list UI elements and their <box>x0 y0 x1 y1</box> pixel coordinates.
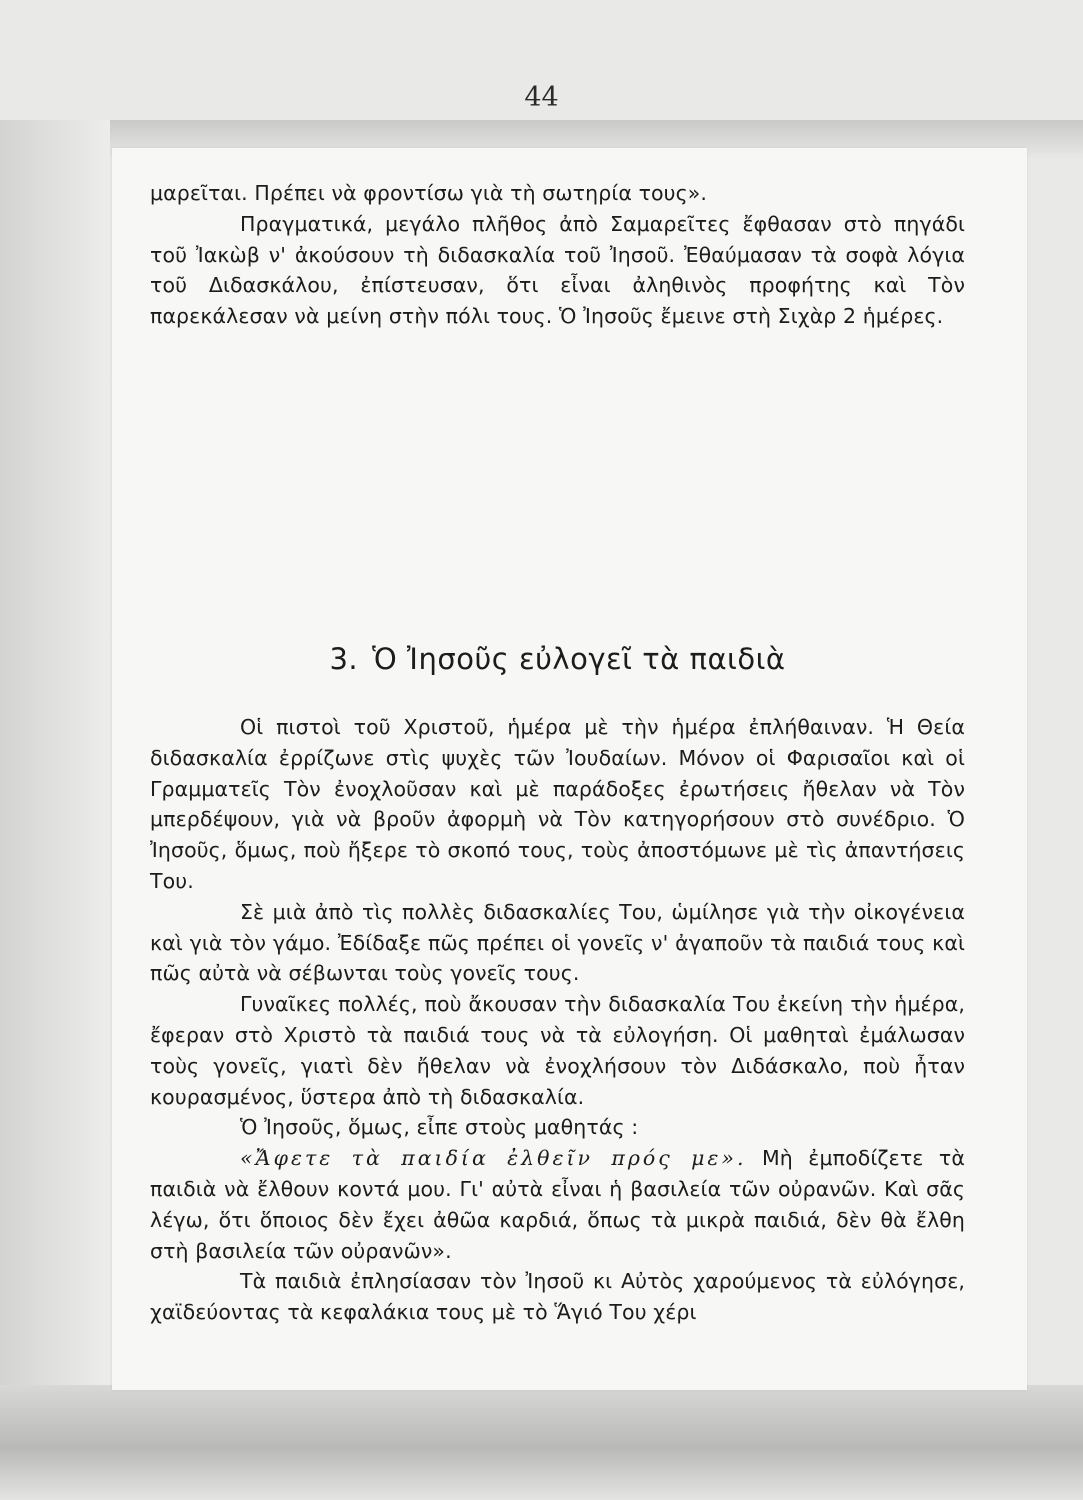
paragraph: Πραγματικά, μεγάλο πλῆθος ἀπὸ Σαμαρεῖτες ἔφθασαν στὸ πηγάδι τοῦ Ἰακὼβ ν' ἀκούσουν τὴ διδασκαλία τοῦ Ἰησοῦ. Ἐθαύμασαν τὰ σοφὰ λόγια τοῦ Διδασκάλου, ἐπίστευσαν, ὅτι εἶναι ἀληθινὸς προφήτης καὶ Τὸν παρεκάλεσαν νὰ μείνη στὴν πόλι τους. Ὁ Ἰησοῦς ἔμεινε στὴ Σιχὰρ 2 ἡμέρες. <box>150 211 965 329</box>
paragraph: Ὁ Ἰησοῦς, ὅμως, εἶπε στοὺς μαθητάς : <box>240 1115 639 1140</box>
scan-shadow-left <box>0 120 110 1440</box>
paragraph: Οἱ πιστοὶ τοῦ Χριστοῦ, ἡμέρα μὲ τὴν ἡμέρα ἐπλήθαιναν. Ἡ Θεία διδασκαλία ἐρρίζωνε στὶς ψυχὲς τῶν Ἰουδαίων. Μόνον οἱ Φαρισαῖοι καὶ οἱ Γραμματεῖς Τὸν ἐνοχλοῦσαν καὶ μὲ παράδοξες ἐρωτήσεις ἤθελαν νὰ Τὸν μπερδέψουν, γιὰ νὰ βροῦν ἀφορμὴ νὰ Τὸν κατηγορήσουν στὸ συνέδριο. Ὁ Ἰησοῦς, ὅμως, ποὺ ἤξερε τὸ σκοπό τους, τοὺς ἀποστόμωνε μὲ τὶς ἀπαντήσεις Του. <box>150 715 965 893</box>
section-heading <box>150 642 965 676</box>
paragraph: Σὲ μιὰ ἀπὸ τὶς πολλὲς διδασκαλίες Του, ὡμίλησε γιὰ τὴν οἰκογένεια καὶ γιὰ τὸν γάμο. Ἐδίδαξε πῶς πρέπει οἱ γονεῖς ν' ἀγαποῦν τὰ παιδιά τους καὶ πῶς αὐτὰ νὰ σέβωνται τοὺς γονεῖς τους. <box>150 899 965 986</box>
paragraph-text: Μὴ ἐμποδίζετε τὰ παιδιὰ νὰ ἔλθουν κοντά μου. Γι' αὐτὰ εἶναι ἡ βασιλεία τῶν οὐρανῶν. Καὶ σᾶς λέγω, ὅτι ὅποιος δὲν ἔχει ἀθῶα καρδιά, ὅπως τὰ μικρὰ παιδιά, δὲν θὰ ἔλθη στὴ βασιλεία τῶν οὐρανῶν». <box>150 1146 965 1263</box>
page-number: 44 <box>524 82 559 113</box>
section-body <box>150 712 965 1328</box>
paragraph-continuation: μαρεῖται. Πρέπει νὰ φροντίσω γιὰ τὴ σωτηρία τους». <box>150 181 708 205</box>
section-title: Ὁ Ἰησοῦς εὐλογεῖ τὰ παιδιὰ <box>372 642 786 676</box>
section-number: 3. <box>329 642 359 676</box>
scripture-quote: «Ἄφετε τὰ παιδία ἐλθεῖν πρός με». <box>240 1146 747 1171</box>
scan-shadow-bottom <box>0 1385 1083 1500</box>
paragraph-with-quote <box>150 1143 965 1266</box>
paragraph: Γυναῖκες πολλές, ποὺ ἄκουσαν τὴν διδασκαλία Του ἐκείνη τὴν ἡμέρα, ἔφεραν στὸ Χριστὸ τὰ παιδιά τους νὰ τὰ εὐλογήση. Οἱ μαθηταὶ ἐμάλωσαν τοὺς γονεῖς, γιατὶ δὲν ἤθελαν νὰ ἐνοχλήσουν τὸν Διδάσκαλο, ποὺ ἦταν κουρασμένος, ὕστερα ἀπὸ τὴ διδασκαλία. <box>150 992 965 1109</box>
top-text-block <box>150 178 965 332</box>
paragraph: Τὰ παιδιὰ ἐπλησίασαν τὸν Ἰησοῦ κι Αὐτὸς χαρούμενος τὰ εὐλόγησε, χαϊδεύοντας τὰ κεφαλάκια τους μὲ τὸ Ἅγιό Του χέρι <box>150 1269 965 1325</box>
